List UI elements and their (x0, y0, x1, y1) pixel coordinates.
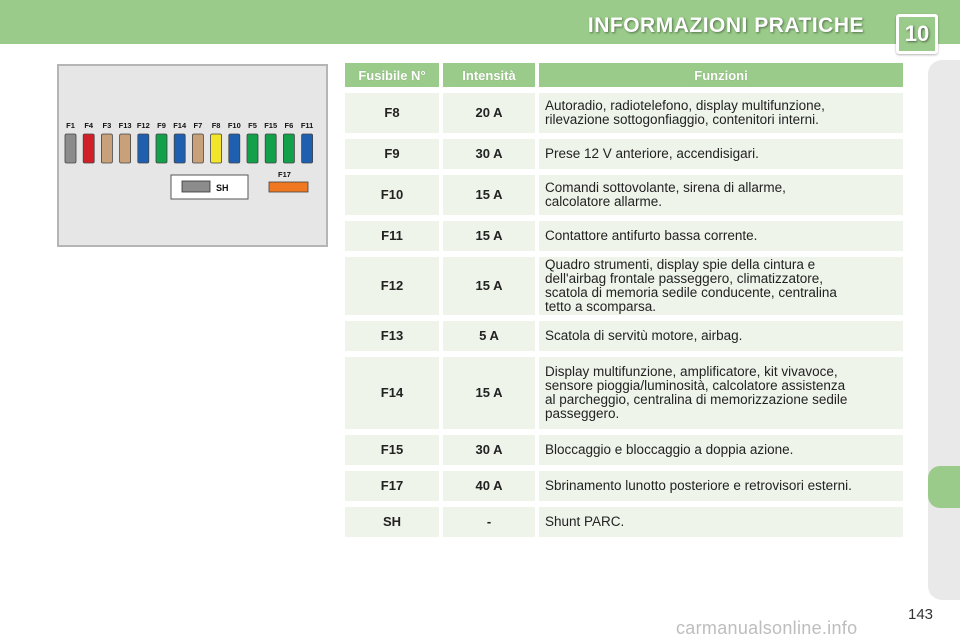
header-fuse-number: Fusibile N° (345, 63, 439, 87)
cell-fuse-number: F9 (345, 139, 439, 169)
function-text (545, 99, 825, 127)
table-body (345, 93, 903, 537)
cell-intensity: 15 A (443, 221, 535, 251)
function-line: Shunt PARC. (545, 514, 625, 529)
function-line: al parcheggio, centralina di memorizzazione sedile (545, 392, 848, 407)
watermark: carmanualsonline.info (676, 618, 858, 638)
function-line: passeggero. (545, 406, 620, 421)
fuse-label: F4 (84, 121, 94, 130)
cell-fuse-number: F15 (345, 435, 439, 465)
cell-functions (539, 471, 903, 501)
cell-intensity: 30 A (443, 139, 535, 169)
fuse-f7 (192, 134, 203, 163)
cell-functions (539, 507, 903, 537)
fuse-f3 (101, 134, 112, 163)
function-line: Sbrinamento lunotto posteriore e retrovisori esterni. (545, 478, 852, 493)
fuse-f13 (120, 134, 131, 163)
function-line: calcolatore allarme. (545, 194, 663, 209)
table-row (345, 471, 903, 501)
fuse-label: F3 (102, 121, 112, 130)
chapter-badge (896, 14, 938, 54)
function-line: Comandi sottovolante, sirena di allarme, (545, 180, 786, 195)
side-tab-marker (928, 466, 960, 508)
function-text (545, 181, 786, 209)
table-row (345, 139, 903, 169)
function-text (545, 329, 742, 343)
fuse-f8 (211, 134, 222, 163)
shunt-label: SH (216, 183, 229, 193)
function-text (545, 479, 852, 493)
cell-intensity: 15 A (443, 357, 535, 429)
table-header (345, 63, 903, 87)
function-line: sensore pioggia/luminosità, calcolatore assistenza (545, 378, 846, 393)
cell-intensity: 15 A (443, 175, 535, 215)
function-line: Scatola di servitù motore, airbag. (545, 328, 743, 343)
fuse-label: F12 (136, 121, 150, 130)
cell-functions (539, 357, 903, 429)
fuse-f6 (283, 134, 294, 163)
shunt-plug (182, 181, 210, 192)
table-row (345, 507, 903, 537)
table-row (345, 93, 903, 133)
table-row (345, 357, 903, 429)
cell-fuse-number: F12 (345, 257, 439, 315)
cell-intensity: 5 A (443, 321, 535, 351)
cell-intensity: 20 A (443, 93, 535, 133)
table-row (345, 175, 903, 215)
fuse-label: F14 (173, 121, 187, 130)
cell-fuse-number: F8 (345, 93, 439, 133)
chapter-number: 10 (899, 17, 935, 51)
fuse-label: F15 (264, 121, 278, 130)
fuse-f14 (174, 134, 185, 163)
function-line: scatola di memoria sedile conducente, centralina (545, 285, 837, 300)
fuse-f12 (138, 134, 149, 163)
cell-intensity: - (443, 507, 535, 537)
table-row (345, 221, 903, 251)
cell-fuse-number: F17 (345, 471, 439, 501)
fuse-f4 (83, 134, 94, 163)
cell-functions (539, 435, 903, 465)
function-line: Bloccaggio e bloccaggio a doppia azione. (545, 442, 794, 457)
cell-fuse-number: SH (345, 507, 439, 537)
function-text (545, 515, 624, 529)
header-intensity: Intensità (443, 63, 535, 87)
function-text (545, 258, 837, 314)
function-line: rilevazione sottogonfiaggio, contenitori interni. (545, 112, 819, 127)
cell-intensity: 15 A (443, 257, 535, 315)
fuse-label: F9 (157, 121, 166, 130)
fuse-f5 (247, 134, 258, 163)
function-line: Quadro strumenti, display spie della cintura e (545, 257, 816, 272)
fuse-label: F7 (193, 121, 203, 130)
fuse-label: F6 (284, 121, 294, 130)
side-panel (928, 60, 960, 600)
fuse-label: F1 (66, 121, 75, 130)
table-row (345, 435, 903, 465)
function-line: Prese 12 V anteriore, accendisigari. (545, 146, 759, 161)
function-text (545, 365, 847, 421)
function-line: dell'airbag frontale passeggero, climatizzatore, (545, 271, 823, 286)
cell-fuse-number: F10 (345, 175, 439, 215)
fuse-f17 (269, 182, 308, 192)
fuse-label: F10 (227, 121, 241, 130)
fuse-f11 (302, 134, 313, 163)
cell-functions (539, 139, 903, 169)
fuse-box-svg (59, 66, 326, 245)
function-line: Display multifunzione, amplificatore, kit vivavoce, (545, 364, 838, 379)
fuse-label: F5 (248, 121, 257, 130)
page-number: 143 (908, 606, 934, 623)
fuse-f1 (65, 134, 76, 163)
fuse-label: F13 (118, 121, 132, 130)
function-line: Autoradio, radiotelefono, display multifunzione, (545, 98, 825, 113)
function-text (545, 147, 759, 161)
cell-fuse-number: F11 (345, 221, 439, 251)
cell-fuse-number: F13 (345, 321, 439, 351)
cell-functions (539, 257, 903, 315)
fuse-f17-label: F17 (278, 170, 291, 179)
header-functions: Funzioni (539, 63, 903, 87)
table-row (345, 321, 903, 351)
cell-functions (539, 321, 903, 351)
fuse-f10 (229, 134, 240, 163)
cell-functions (539, 221, 903, 251)
function-line: Contattore antifurto bassa corrente. (545, 228, 758, 243)
fuse-label: F8 (211, 121, 221, 130)
fuse-label: F11 (300, 121, 314, 130)
cell-fuse-number: F14 (345, 357, 439, 429)
cell-intensity: 30 A (443, 435, 535, 465)
cell-functions (539, 175, 903, 215)
function-text (545, 229, 757, 243)
cell-intensity: 40 A (443, 471, 535, 501)
table-row (345, 257, 903, 315)
fuse-f9 (156, 134, 167, 163)
function-text (545, 443, 793, 457)
page-title: INFORMAZIONI PRATICHE (587, 14, 864, 37)
fuse-f15 (265, 134, 276, 163)
function-line: tetto a scomparsa. (545, 299, 657, 314)
fuse-table (345, 63, 903, 543)
fuse-box-diagram (57, 64, 328, 247)
cell-functions (539, 93, 903, 133)
